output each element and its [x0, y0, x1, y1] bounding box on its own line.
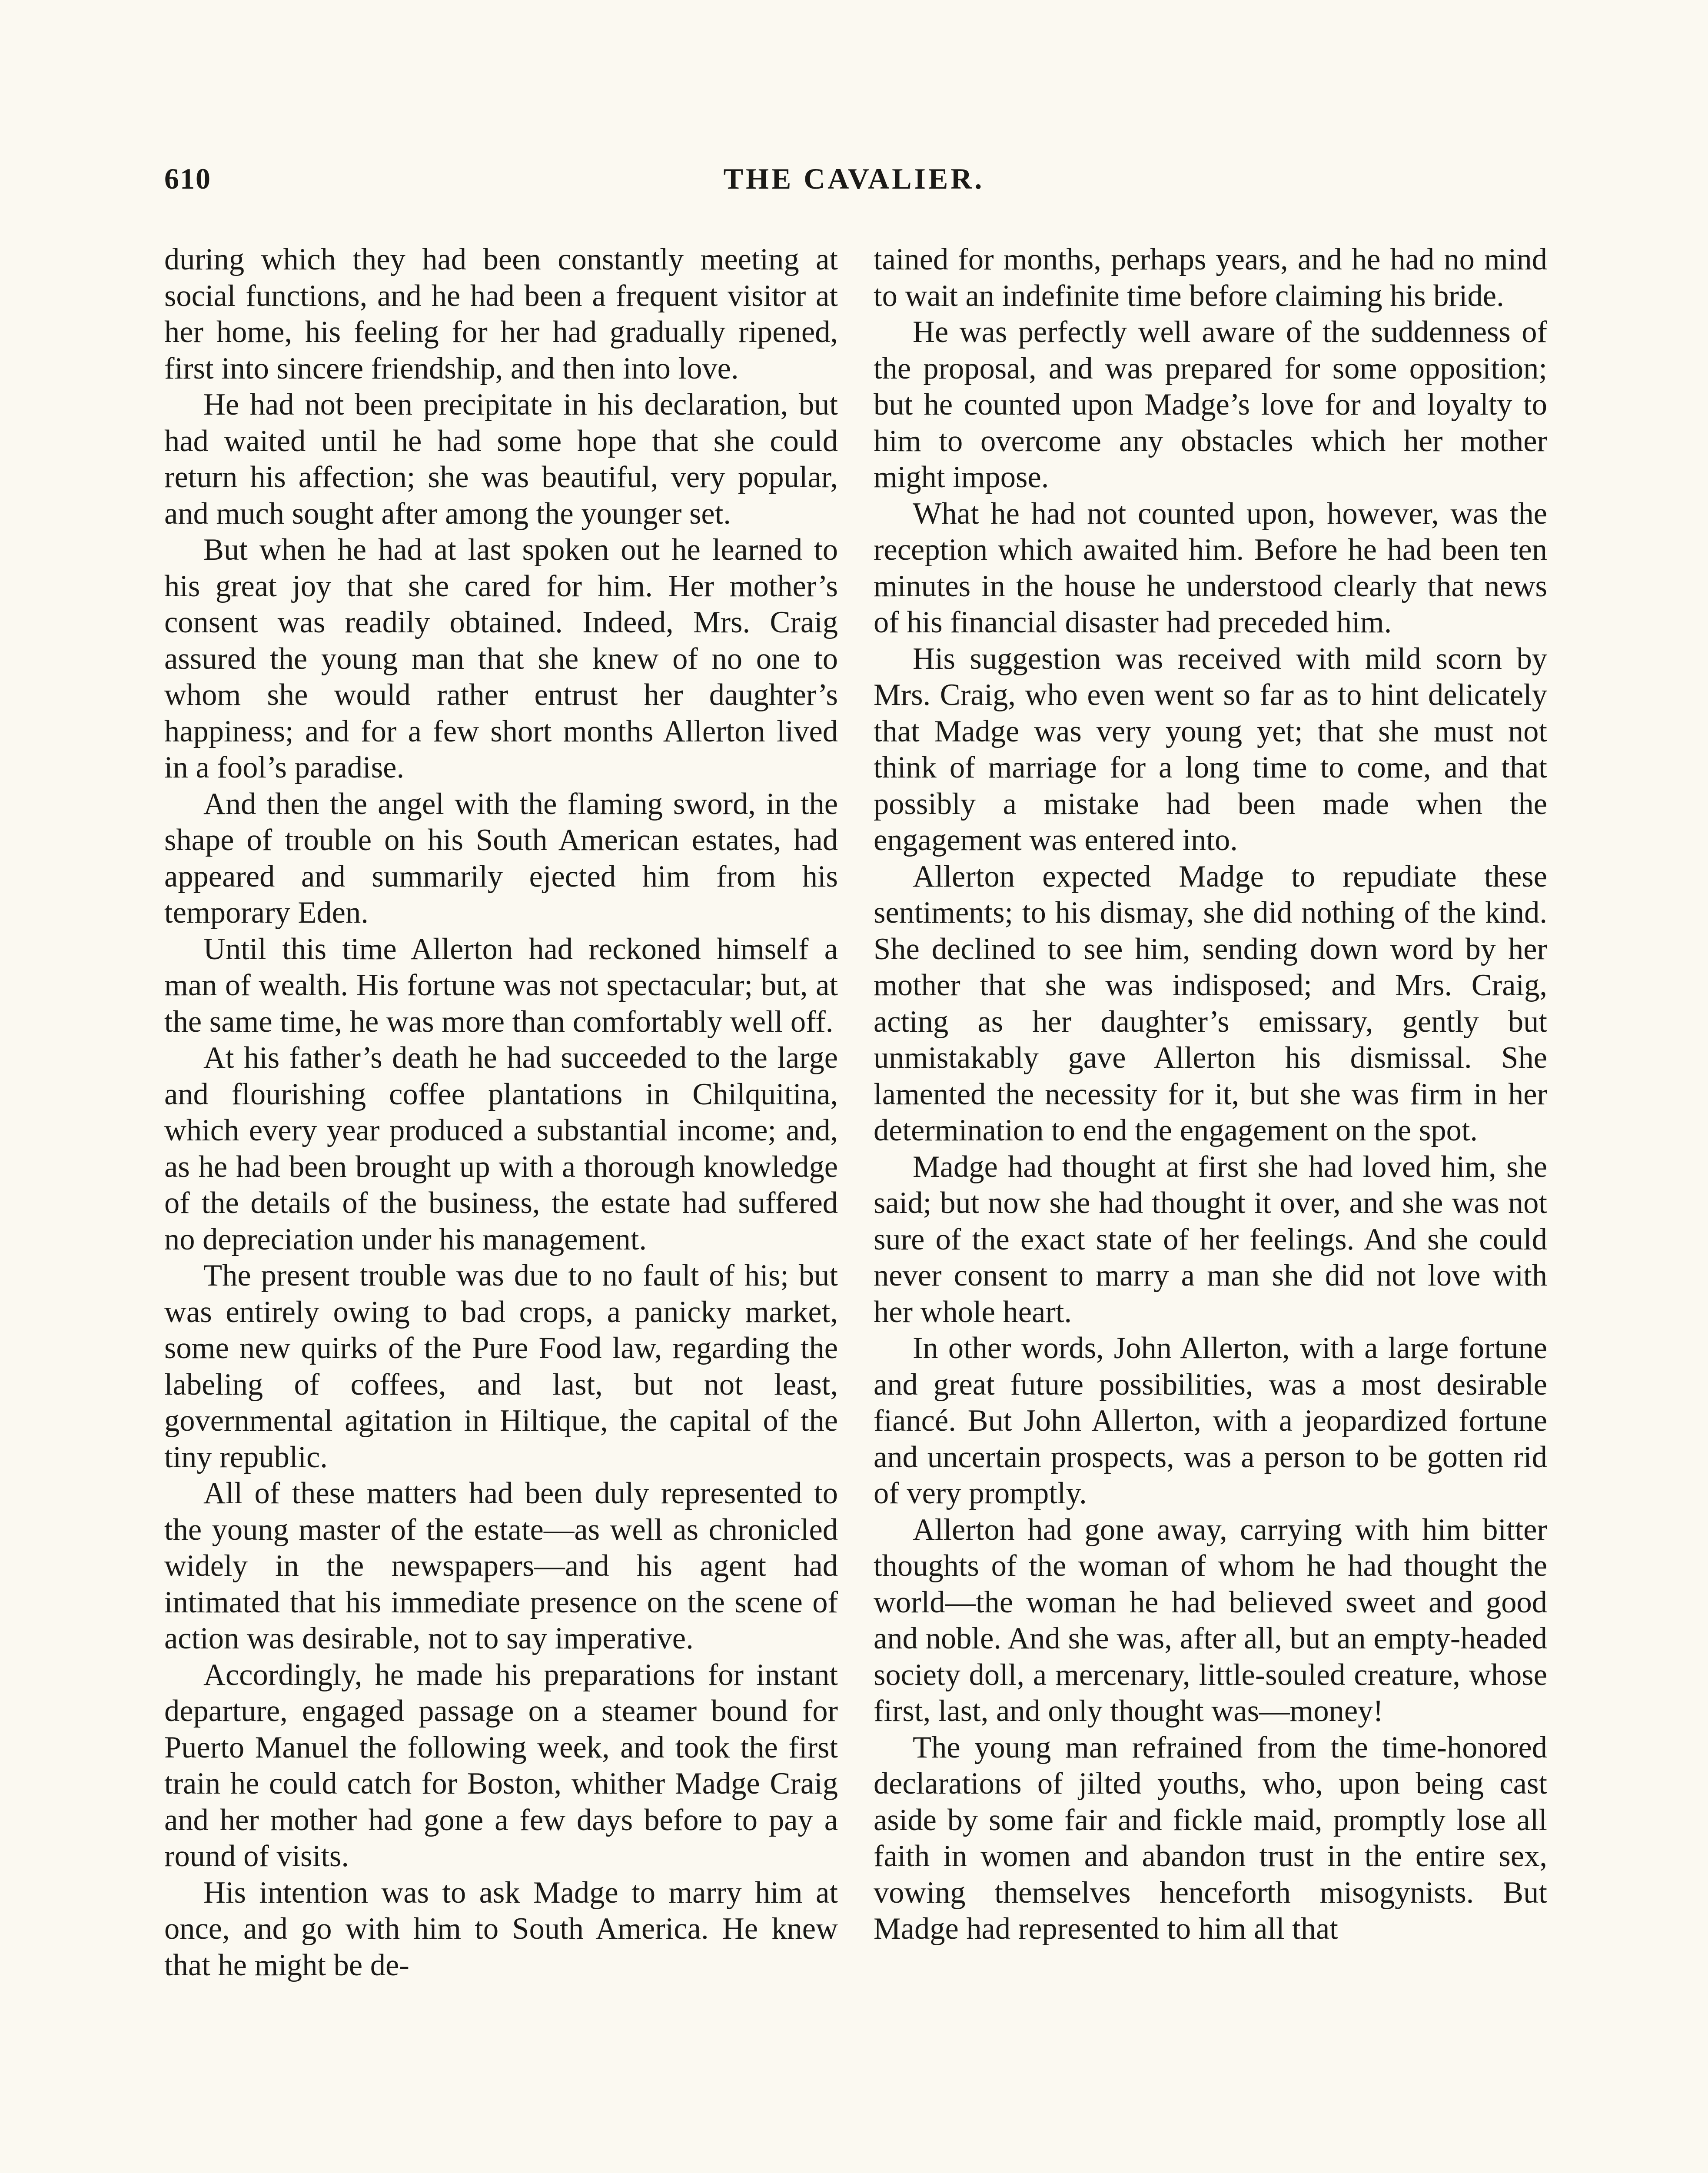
paragraph: All of these matters had been duly represented to the young master of the estate—as well as chronicled widely in the newspapers—and his agent had intimated that his immediate presence on the scene of action was desirable, not to say imperative.: [164, 1476, 838, 1655]
paragraph: Allerton expected Madge to repudiate these sentiments; to his dismay, she did nothing of the kind. She declined to see him, sending down word by her mother that she was indisposed; and Mrs. Craig, acting as her daughter’s emissary, gently but unmistakably gave Allerton his dismissal. She lamented the necessity for it, but she was firm in her determination to end the engagement on the spot.: [874, 859, 1547, 1147]
paragraph: The present trouble was due to no fault of his; but was entirely owing to bad crops, a panicky market, some new quirks of the Pure Food law, regarding the labeling of coffees, and last, but not least, governmental agitation in Hiltique, the capital of the tiny republic.: [164, 1259, 838, 1474]
paragraph: Madge had thought at first she had loved him, she said; but now she had thought it over, and she was not sure of the exact state of her feelings. And she could never consent to marry a man she did not love with her whole heart.: [874, 1150, 1547, 1329]
left-column: [164, 242, 838, 1984]
paragraph: Until this time Allerton had reckoned himself a man of wealth. His fortune was not spectacular; but, at the same time, he was more than comfortably well off.: [164, 932, 838, 1039]
paragraph: He was perfectly well aware of the suddenness of the proposal, and was prepared for some opposition; but he counted upon Madge’s love for and loyalty to him to overcome any obstacles which her mother might impose.: [874, 315, 1547, 494]
running-title: THE CAVALIER.: [723, 162, 985, 195]
paragraph: And then the angel with the flaming sword, in the shape of trouble on his South American estates, had appeared and summarily ejected him from his temporary Eden.: [164, 787, 838, 930]
paragraph: tained for months, perhaps years, and he had no mind to wait an indefinite time before claiming his bride.: [874, 243, 1547, 313]
paragraph: Allerton had gone away, carrying with him bitter thoughts of the woman of whom he had thought the world—the woman he had believed sweet and good and noble. And she was, after all, but an empty-headed society doll, a mercenary, little-souled creature, whose first, last, and only thought was—money!: [874, 1512, 1547, 1728]
right-column: [874, 242, 1547, 1947]
paragraph: The young man refrained from the time-honored declarations of jilted youths, who, upon being cast aside by some fair and fickle maid, promptly lose all faith in women and abandon trust in the entire sex, vowing themselves henceforth misogynists. But Madge had represented to him all that: [874, 1730, 1547, 1946]
paragraph: His suggestion was received with mild scorn by Mrs. Craig, who even went so far as to hint delicately that Madge was very young yet; that she must not think of marriage for a long time to come, and that possibly a mistake had been made when the engagement was entered into.: [874, 641, 1547, 857]
paragraph: At his father’s death he had succeeded to the large and flourishing coffee plantations in Chilquitina, which every year produced a substantial income; and, as he had been brought up with a thorough knowledge of the details of the business, the estate had suffered no depreciation under his management.: [164, 1041, 838, 1256]
page-number: 610: [164, 162, 211, 195]
paragraph: during which they had been constantly meeting at social functions, and he had been a frequent visitor at her home, his feeling for her had gradually ripened, first into sincere friendship, and then into love.: [164, 243, 838, 385]
paragraph: What he had not counted upon, however, was the reception which awaited him. Before he had been ten minutes in the house he understood clearly that news of his financial disaster had preceded him.: [874, 496, 1547, 639]
paragraph: He had not been precipitate in his declaration, but had waited until he had some hope that she could return his affection; she was beautiful, very popular, and much sought after among the younger set.: [164, 388, 838, 531]
paragraph: His intention was to ask Madge to marry him at once, and go with him to South America. He knew that he might be de-: [164, 1875, 838, 1982]
paragraph: But when he had at last spoken out he learned to his great joy that she cared for him. Her mother’s consent was readily obtained. Indeed, Mrs. Craig assured the young man that she knew of no one to whom she would rather entrust her daughter’s happiness; and for a few short months Allerton lived in a fool’s paradise.: [164, 533, 838, 784]
paragraph: In other words, John Allerton, with a large fortune and great future possibilities, was a most desirable fiancé. But John Allerton, with a jeopardized fortune and uncertain prospects, was a person to be gotten rid of very promptly.: [874, 1331, 1547, 1510]
paragraph: Accordingly, he made his preparations for instant departure, engaged passage on a steamer bound for Puerto Manuel the following week, and took the first train he could catch for Boston, whither Madge Craig and her mother had gone a few days before to pay a round of visits.: [164, 1658, 838, 1873]
